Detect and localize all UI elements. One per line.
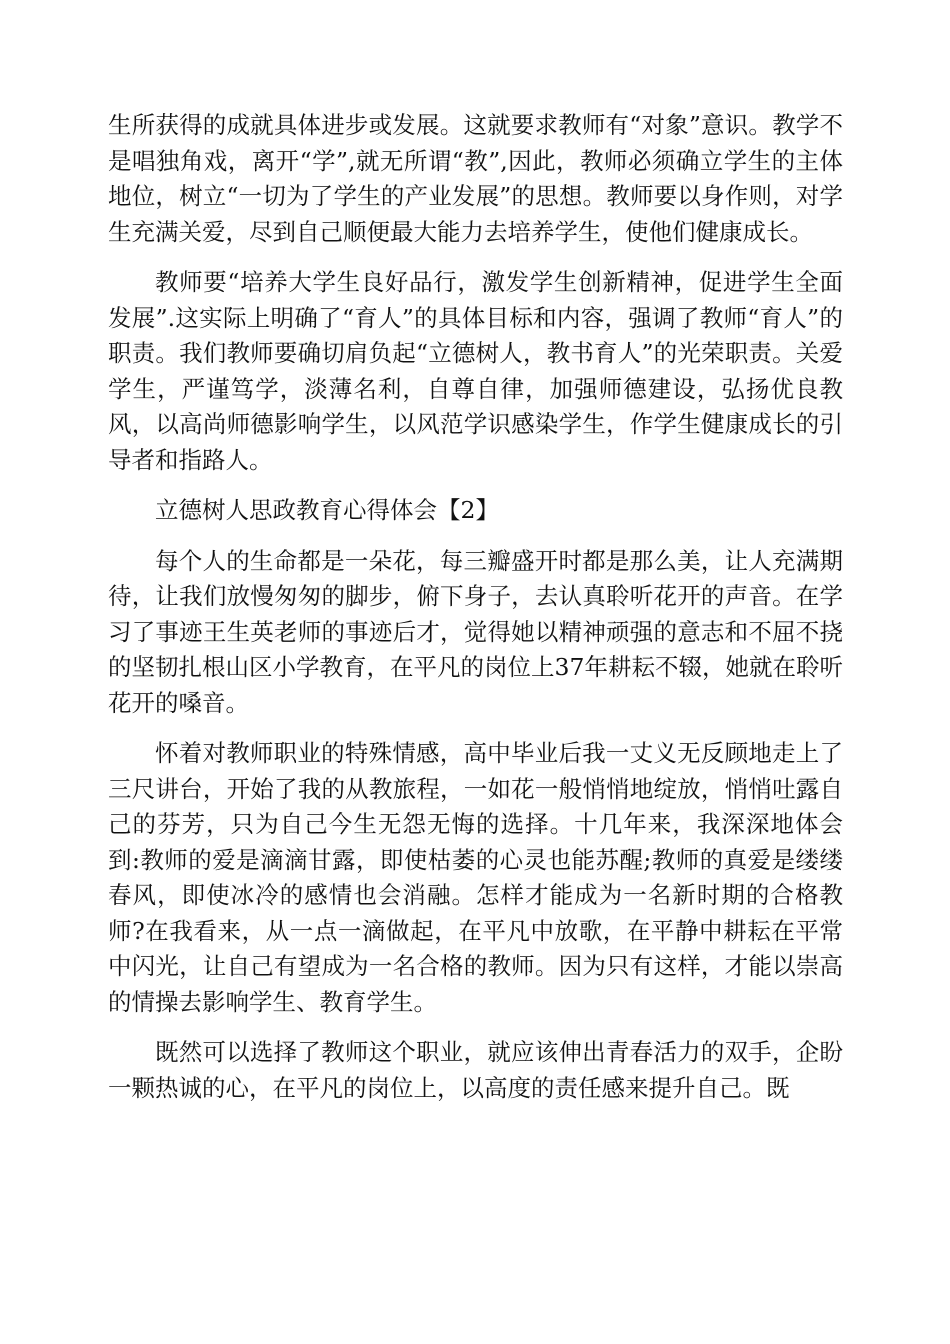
document-page <box>108 108 843 1121</box>
paragraph-continuation: 生所获得的成就具体进步或发展。这就要求教师有“对象”意识。教学不是唱独角戏，离开“学”,就无所谓“教”,因此，教师必须确立学生的主体地位，树立“一切为了学生的产业发展”的思想。教师要以身作则，对学生充满关爱，尽到自己顺便最大能力去培养学生，使他们健康成长。 <box>108 111 843 246</box>
paragraph-teaching-career: 怀着对教师职业的特殊情感，高中毕业后我一丈义无反顾地走上了三尺讲台，开始了我的从教旅程，一如花一般悄悄地绽放，悄悄吐露自己的芬芳，只为自己今生无怨无悔的选择。十几年来，我深深地体会到:教师的爱是滴滴甘露，即使枯萎的心灵也能苏醒;教师的真爱是缕缕春风，即使冰冷的感情也会消融。怎样才能成为一名新时期的合格教师?在我看来，从一点一滴做起，在平凡中放歌，在平静中耕耘在平常中闪光，让自己有望成为一名合格的教师。因为只有这样，才能以崇高的情操去影响学生、教育学生。 <box>108 739 843 1016</box>
section-heading: 立德树人思政教育心得体会【2】 <box>155 496 499 524</box>
paragraph-life-flower: 每个人的生命都是一朵花，每三瓣盛开时都是那么美，让人充满期待，让我们放慢匆匆的脚步，俯下身子，去认真聆听花开的声音。在学习了事迹王生英老师的事迹后才，觉得她以精神顽强的意志和不屈不挠的坚韧扎根山区小学教育，在平凡的岗位上37年耕耘不辍，她就在聆听花开的嗓音。 <box>108 546 843 717</box>
paragraph-choice: 既然可以选择了教师这个职业，就应该伸出青春活力的双手，企盼一颗热诚的心，在平凡的岗位上，以高度的责任感来提升自己。既 <box>108 1038 843 1102</box>
paragraph-teacher-duty: 教师要“培养大学生良好品行，激发学生创新精神，促进学生全面发展”.这实际上明确了“育人”的具体目标和内容，强调了教师“育人”的职责。我们教师要确切肩负起“立德树人，教书育人”的光荣职责。关爱学生，严谨笃学，淡薄名利，自尊自律，加强师德建设，弘扬优良教风，以高尚师德影响学生，以风范学识感染学生，作学生健康成长的引导者和指路人。 <box>108 268 843 474</box>
